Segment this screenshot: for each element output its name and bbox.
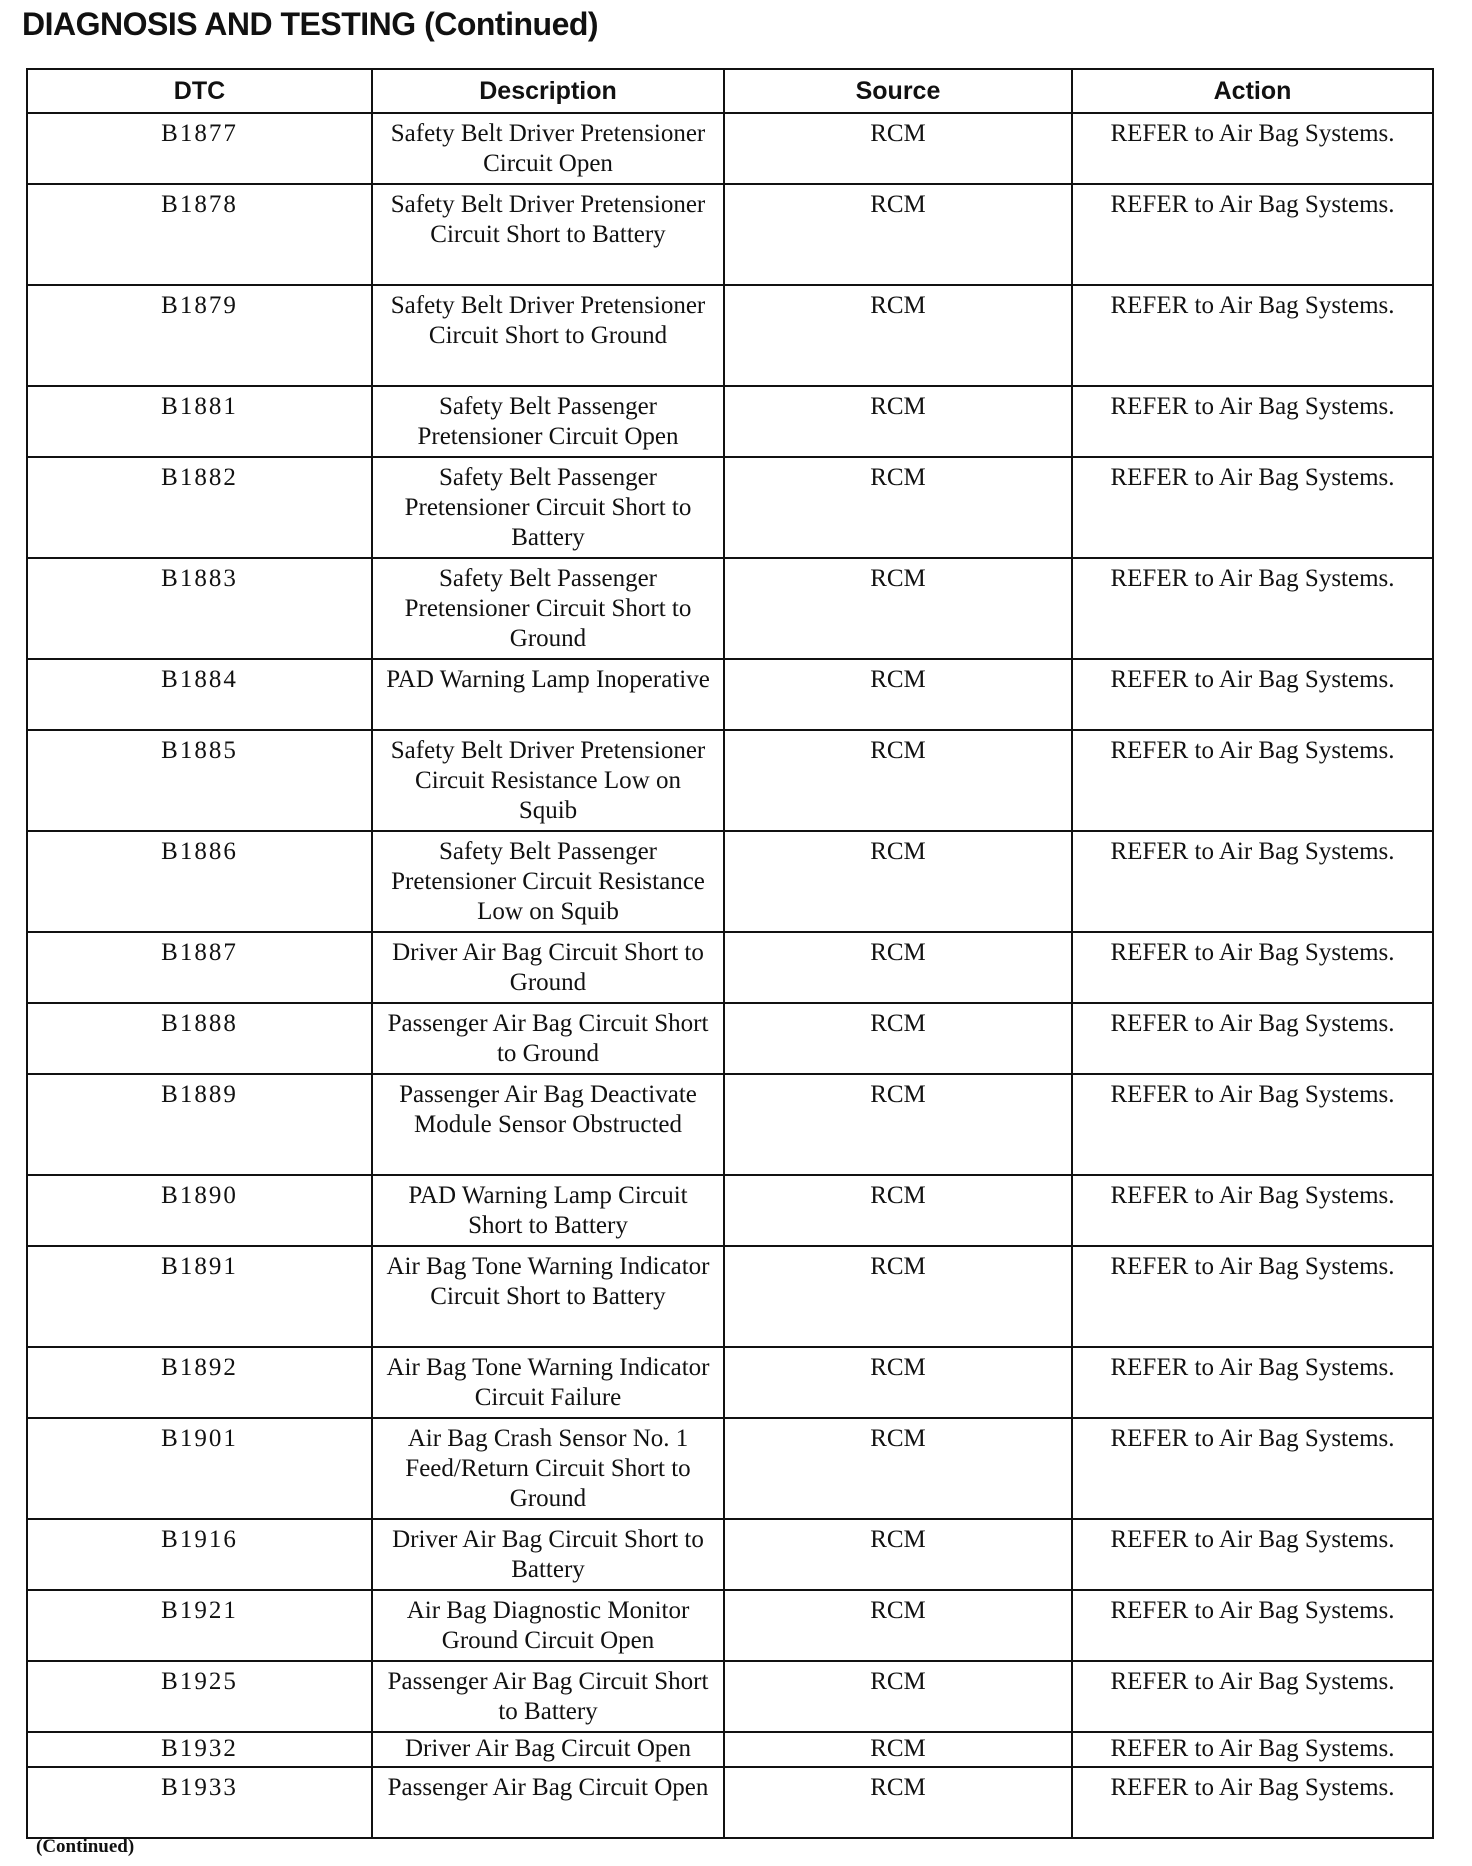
dtc-code-cell: B1886 [27,831,372,932]
source-cell: RCM [724,113,1072,184]
description-cell: Safety Belt Passenger Pretensioner Circuit Open [372,386,724,457]
description-cell: PAD Warning Lamp Circuit Short to Battery [372,1175,724,1246]
description-cell: Driver Air Bag Circuit Short to Ground [372,932,724,1003]
description-cell: Safety Belt Passenger Pretensioner Circuit Resistance Low on Squib [372,831,724,932]
action-cell: REFER to Air Bag Systems. [1072,184,1433,285]
action-cell: REFER to Air Bag Systems. [1072,1661,1433,1732]
header-description: Description [372,69,724,113]
table-row [27,113,1433,184]
dtc-code-cell: B1916 [27,1519,372,1590]
description-cell: Safety Belt Driver Pretensioner Circuit Resistance Low on Squib [372,730,724,831]
description-cell: Safety Belt Driver Pretensioner Circuit Open [372,113,724,184]
dtc-code-cell: B1882 [27,457,372,558]
action-cell: REFER to Air Bag Systems. [1072,1590,1433,1661]
description-cell: Safety Belt Driver Pretensioner Circuit Short to Battery [372,184,724,285]
source-cell: RCM [724,457,1072,558]
dtc-code-cell: B1889 [27,1074,372,1175]
description-cell: Passenger Air Bag Circuit Open [372,1767,724,1838]
action-cell: REFER to Air Bag Systems. [1072,113,1433,184]
source-cell: RCM [724,285,1072,386]
dtc-code-cell: B1890 [27,1175,372,1246]
table-row [27,184,1433,285]
source-cell: RCM [724,558,1072,659]
description-cell: Passenger Air Bag Deactivate Module Sensor Obstructed [372,1074,724,1175]
source-cell: RCM [724,1661,1072,1732]
table-row [27,1003,1433,1074]
source-cell: RCM [724,1074,1072,1175]
dtc-code-cell: B1883 [27,558,372,659]
header-action: Action [1072,69,1433,113]
source-cell: RCM [724,386,1072,457]
source-cell: RCM [724,1003,1072,1074]
source-cell: RCM [724,1590,1072,1661]
dtc-code-cell: B1885 [27,730,372,831]
table-row [27,1246,1433,1347]
action-cell: REFER to Air Bag Systems. [1072,1175,1433,1246]
table-row [27,1590,1433,1661]
continued-note: (Continued) [36,1836,135,1857]
table-row [27,1175,1433,1246]
action-cell: REFER to Air Bag Systems. [1072,730,1433,831]
source-cell: RCM [724,1246,1072,1347]
table-header-row [27,69,1433,113]
description-cell: Driver Air Bag Circuit Short to Battery [372,1519,724,1590]
dtc-code-cell: B1925 [27,1661,372,1732]
action-cell: REFER to Air Bag Systems. [1072,1519,1433,1590]
action-cell: REFER to Air Bag Systems. [1072,932,1433,1003]
table-row [27,457,1433,558]
action-cell: REFER to Air Bag Systems. [1072,659,1433,730]
dtc-code-cell: B1932 [27,1732,372,1767]
dtc-code-cell: B1884 [27,659,372,730]
table-row [27,386,1433,457]
action-cell: REFER to Air Bag Systems. [1072,1246,1433,1347]
description-cell: Air Bag Crash Sensor No. 1 Feed/Return Circuit Short to Ground [372,1418,724,1519]
description-cell: Safety Belt Driver Pretensioner Circuit Short to Ground [372,285,724,386]
dtc-code-cell: B1887 [27,932,372,1003]
action-cell: REFER to Air Bag Systems. [1072,1732,1433,1767]
table-row [27,1074,1433,1175]
table-row [27,285,1433,386]
table-row [27,1418,1433,1519]
source-cell: RCM [724,1175,1072,1246]
description-cell: Safety Belt Passenger Pretensioner Circuit Short to Battery [372,457,724,558]
description-cell: Passenger Air Bag Circuit Short to Ground [372,1003,724,1074]
action-cell: REFER to Air Bag Systems. [1072,1767,1433,1838]
source-cell: RCM [724,831,1072,932]
description-cell: Air Bag Tone Warning Indicator Circuit Failure [372,1347,724,1418]
table-row [27,932,1433,1003]
table-row [27,1767,1433,1838]
source-cell: RCM [724,730,1072,831]
dtc-code-cell: B1879 [27,285,372,386]
dtc-code-cell: B1877 [27,113,372,184]
header-dtc: DTC [27,69,372,113]
source-cell: RCM [724,659,1072,730]
dtc-code-cell: B1892 [27,1347,372,1418]
table-row [27,1661,1433,1732]
description-cell: Air Bag Diagnostic Monitor Ground Circuit Open [372,1590,724,1661]
action-cell: REFER to Air Bag Systems. [1072,1074,1433,1175]
source-cell: RCM [724,184,1072,285]
action-cell: REFER to Air Bag Systems. [1072,386,1433,457]
dtc-code-cell: B1933 [27,1767,372,1838]
source-cell: RCM [724,1519,1072,1590]
table-row [27,659,1433,730]
table-row [27,730,1433,831]
dtc-code-cell: B1901 [27,1418,372,1519]
dtc-code-cell: B1921 [27,1590,372,1661]
page-title: DIAGNOSIS AND TESTING (Continued) [22,6,599,42]
action-cell: REFER to Air Bag Systems. [1072,1418,1433,1519]
action-cell: REFER to Air Bag Systems. [1072,285,1433,386]
action-cell: REFER to Air Bag Systems. [1072,558,1433,659]
description-cell: Air Bag Tone Warning Indicator Circuit Short to Battery [372,1246,724,1347]
source-cell: RCM [724,1347,1072,1418]
description-cell: Safety Belt Passenger Pretensioner Circuit Short to Ground [372,558,724,659]
source-cell: RCM [724,1732,1072,1767]
action-cell: REFER to Air Bag Systems. [1072,1003,1433,1074]
source-cell: RCM [724,1767,1072,1838]
table-row [27,1347,1433,1418]
dtc-table [26,68,1434,1839]
dtc-code-cell: B1881 [27,386,372,457]
description-cell: Driver Air Bag Circuit Open [372,1732,724,1767]
dtc-code-cell: B1888 [27,1003,372,1074]
description-cell: Passenger Air Bag Circuit Short to Battery [372,1661,724,1732]
table-row [27,831,1433,932]
action-cell: REFER to Air Bag Systems. [1072,457,1433,558]
table-row [27,1519,1433,1590]
dtc-code-cell: B1891 [27,1246,372,1347]
source-cell: RCM [724,932,1072,1003]
header-source: Source [724,69,1072,113]
dtc-code-cell: B1878 [27,184,372,285]
table-row [27,1732,1433,1767]
table-row [27,558,1433,659]
source-cell: RCM [724,1418,1072,1519]
description-cell: PAD Warning Lamp Inoperative [372,659,724,730]
action-cell: REFER to Air Bag Systems. [1072,1347,1433,1418]
action-cell: REFER to Air Bag Systems. [1072,831,1433,932]
